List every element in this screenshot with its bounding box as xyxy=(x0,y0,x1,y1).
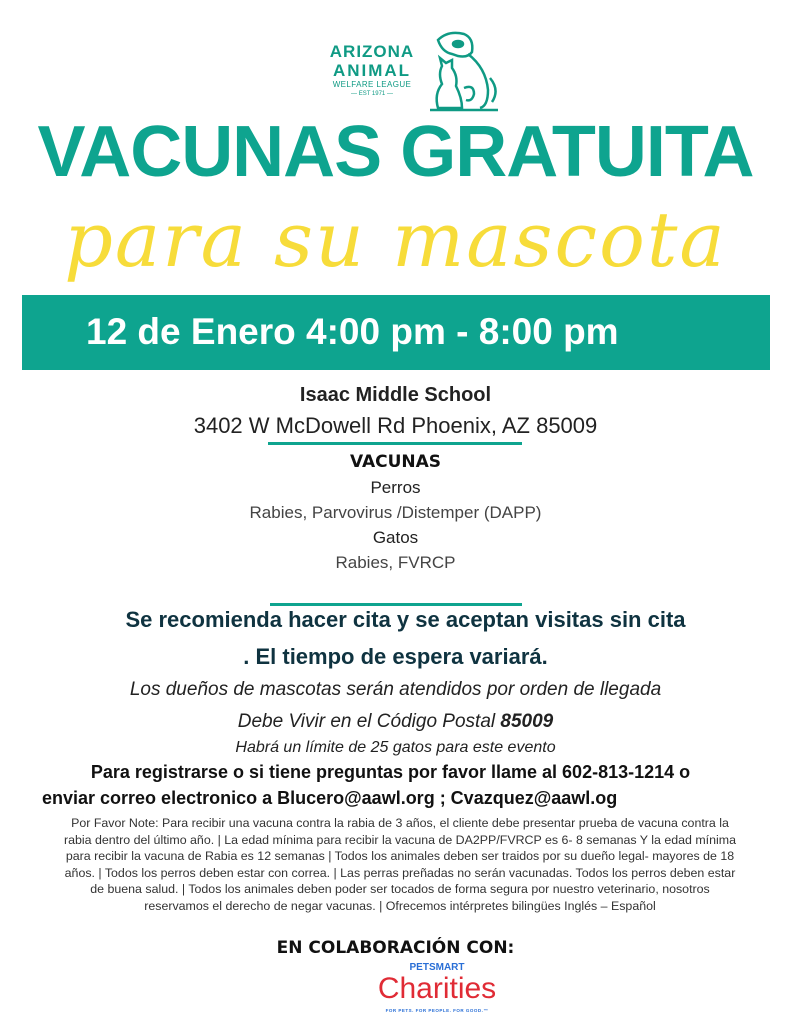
logo-line4: — EST 1971 — xyxy=(351,91,393,97)
dogs-label: Perros xyxy=(370,478,421,497)
venue-name: Isaac Middle School xyxy=(299,384,492,406)
contact-line1: Para registrarse o si tiene preguntas por favor llame al 602-813-1214 o xyxy=(90,762,691,782)
date-time: 12 de Enero 4:00 pm - 8:00 pm xyxy=(86,311,619,352)
zip-code: 85009 xyxy=(500,711,554,732)
petsmart-charities-logo xyxy=(372,962,502,1013)
order-note: Los dueños de mascotas serán atendidos por orden de llegada xyxy=(129,679,662,700)
date-banner xyxy=(22,295,770,370)
cats-vaccines: Rabies, FVRCP xyxy=(335,553,456,572)
contact-line2: enviar correo electronico a Blucero@aawl.org ; Cvazquez@aawl.og xyxy=(42,788,618,808)
partner-heading: EN COLABORACIÓN CON: xyxy=(276,938,515,958)
logo-line3: WELFARE LEAGUE xyxy=(332,80,412,89)
brand-name: Charities xyxy=(377,972,497,1005)
divider xyxy=(270,603,522,606)
wait-note: . El tiempo de espera variará. xyxy=(243,644,548,669)
brand-tagline: FOR PETS. FOR PEOPLE. FOR GOOD.™ xyxy=(385,1008,489,1013)
zip-note xyxy=(0,711,791,733)
headline-subtitle: para su mascota xyxy=(64,195,727,284)
logo-line2: ANIMAL xyxy=(332,61,412,80)
cats-label: Gatos xyxy=(372,528,419,547)
dog-cat-icon xyxy=(428,28,500,112)
zip-note-text: Debe Vivir en el Código Postal xyxy=(237,711,501,732)
headline-title: VACUNAS GRATUITA xyxy=(37,112,754,192)
brand-top: PETSMART xyxy=(409,962,465,973)
aawl-logo xyxy=(322,28,502,112)
logo-line1: ARIZONA xyxy=(329,42,415,61)
venue-address: 3402 W McDowell Rd Phoenix, AZ 85009 xyxy=(193,413,598,438)
dogs-vaccines: Rabies, Parvovirus /Distemper (DAPP) xyxy=(249,503,542,522)
divider xyxy=(268,442,522,445)
vaccines-heading: VACUNAS xyxy=(349,452,442,472)
fine-print: Por Favor Note: Para recibir una vacuna contra la rabia de 3 años, el cliente debe presentar prueba de vacuna contra la rabia dentro del último año. | La edad mínima para recibir la vacuna de DA2PP/FVRCP es 6- 8 semanas Y la edad mínima para recibir la vacuna de Rabia es 12 semanas | Todos los animales deben ser traidos por su dueño legal- mayores de 18 años. | Todos los perros deben estar con correa. | Las perras preñadas no serán vacunadas. Todos los perros deben estar de buena salud. | Todos los animales deben poder ser tocados de forma segura por nuestro veterinario, nosotros reservamos el derecho de negar vacunas. | Ofrecemos intérpretes bilingües Inglés – Español xyxy=(64,816,736,913)
appointment-note: Se recomienda hacer cita y se aceptan visitas sin cita xyxy=(125,607,686,632)
cat-limit-note: Habrá un límite de 25 gatos para este evento xyxy=(235,739,556,756)
